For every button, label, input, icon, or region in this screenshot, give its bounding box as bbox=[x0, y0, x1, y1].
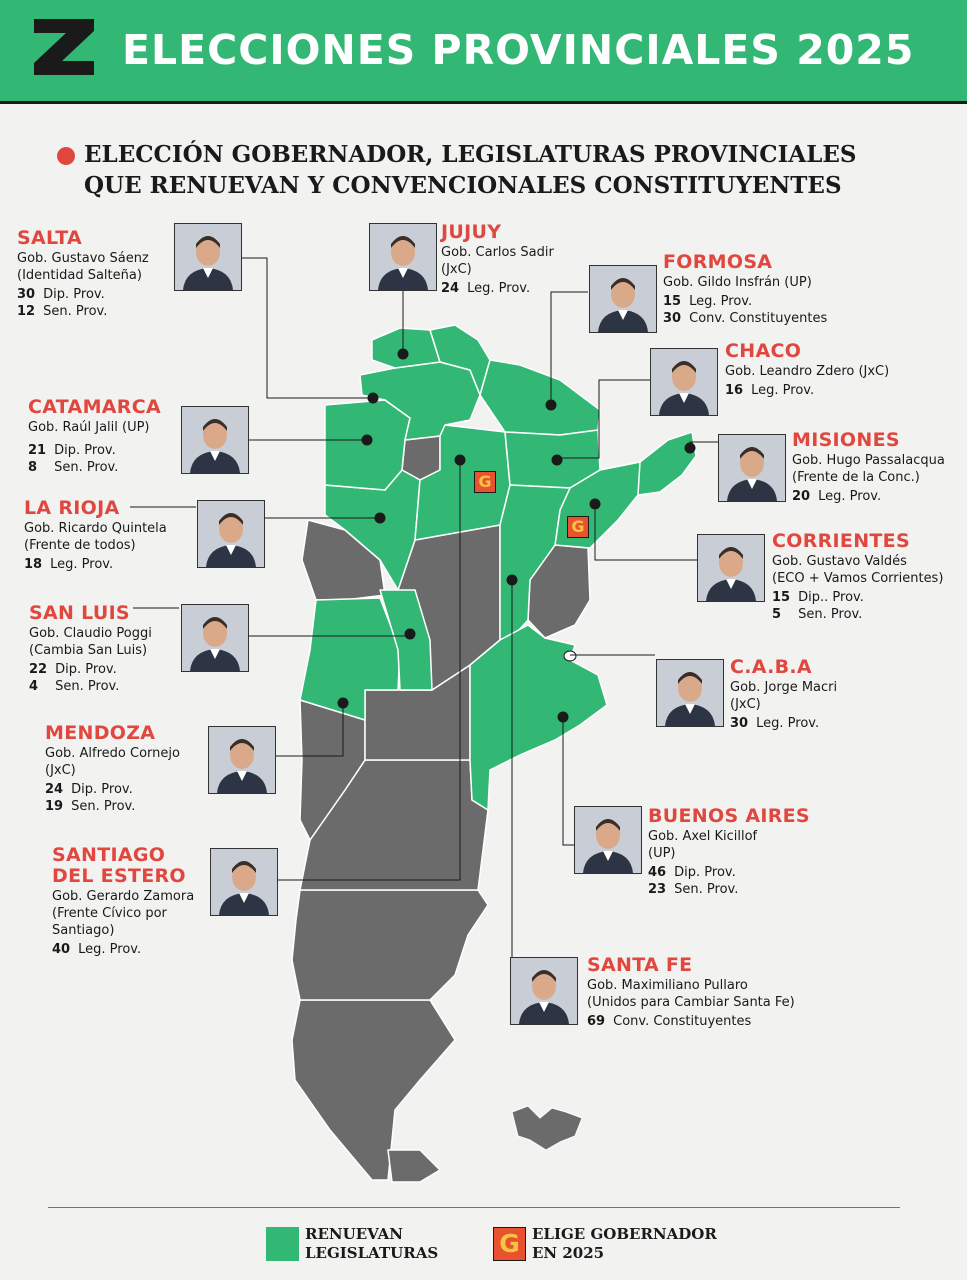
governor-photo-buenos-aires bbox=[574, 806, 642, 874]
seat-stat: 15 Leg. Prov. bbox=[663, 294, 753, 309]
party: (ECO + Vamos Corrientes) bbox=[772, 571, 944, 586]
governor-photo-formosa bbox=[589, 265, 657, 333]
province-name: CORRIENTES bbox=[772, 530, 910, 552]
seat-stat: 46 Dip. Prov. bbox=[648, 865, 736, 880]
province-name-2: DEL ESTERO bbox=[52, 865, 186, 887]
subtitle-line-2: QUE RENUEVAN Y CONVENCIONALES CONSTITUYENTES bbox=[84, 172, 842, 199]
province-card-mendoza bbox=[45, 723, 180, 815]
governor: Gob. Jorge Macri bbox=[730, 680, 838, 695]
seat-stat: 20 Leg. Prov. bbox=[792, 489, 882, 504]
party: (Identidad Salteña) bbox=[17, 268, 142, 283]
party: (Frente de todos) bbox=[24, 538, 136, 553]
seat-stat: 30 Leg. Prov. bbox=[730, 716, 820, 731]
province-card-santa-fe bbox=[587, 955, 795, 1030]
islas-malvinas bbox=[512, 1106, 582, 1150]
seat-stat: 5 Sen. Prov. bbox=[772, 607, 863, 622]
dot-jujuy bbox=[398, 349, 409, 360]
province-card-catamarca bbox=[28, 397, 161, 476]
province-jujuy bbox=[372, 328, 440, 368]
elige-gobernador-badge-corrientes: G bbox=[567, 516, 589, 538]
seat-stat: 24 Leg. Prov. bbox=[441, 281, 531, 296]
governor-photo-santiago-del-estero bbox=[210, 848, 278, 916]
governor: Gob. Gustavo Sáenz bbox=[17, 251, 149, 266]
governor: Gob. Axel Kicillof bbox=[648, 829, 758, 844]
governor: Gob. Gerardo Zamora bbox=[52, 889, 195, 904]
province-name: MENDOZA bbox=[45, 722, 156, 744]
province-card-santiago-del-estero bbox=[52, 845, 194, 958]
party: (JxC) bbox=[441, 262, 472, 277]
province-formosa bbox=[480, 360, 600, 435]
seat-stat: 24 Dip. Prov. bbox=[45, 782, 133, 797]
seat-stat: 4 Sen. Prov. bbox=[29, 679, 120, 694]
dot-santa-fe bbox=[507, 575, 518, 586]
party: (UP) bbox=[648, 846, 676, 861]
province-buenos-aires bbox=[470, 625, 607, 810]
seat-stat: 18 Leg. Prov. bbox=[24, 557, 114, 572]
province-name: CATAMARCA bbox=[28, 396, 161, 418]
governor-photo-san-luis bbox=[181, 604, 249, 672]
dot-salta bbox=[368, 393, 379, 404]
seat-stat: 19 Sen. Prov. bbox=[45, 799, 136, 814]
dot-catamarca bbox=[362, 435, 373, 446]
governor: Gob. Carlos Sadir bbox=[441, 245, 554, 260]
seat-stat: 23 Sen. Prov. bbox=[648, 882, 739, 897]
province-card-la-rioja bbox=[24, 498, 167, 573]
seat-stat: 30 Dip. Prov. bbox=[17, 287, 105, 302]
governor-photo-corrientes bbox=[697, 534, 765, 602]
governor-photo-chaco bbox=[650, 348, 718, 416]
governor-photo-catamarca bbox=[181, 406, 249, 474]
dot-mendoza bbox=[338, 698, 349, 709]
page-title: ELECCIONES PROVINCIALES 2025 bbox=[122, 26, 915, 74]
seat-stat: 30 Conv. Constituyentes bbox=[663, 311, 828, 326]
party: (Cambia San Luis) bbox=[29, 643, 148, 658]
dot-san-luis bbox=[405, 629, 416, 640]
elige-gobernador-badge-santiago: G bbox=[474, 471, 496, 493]
dot-la-rioja bbox=[375, 513, 386, 524]
dot-chaco bbox=[552, 455, 563, 466]
governor: Gob. Gustavo Valdés bbox=[772, 554, 907, 569]
governor-photo-la-rioja bbox=[197, 500, 265, 568]
footer-divider bbox=[48, 1207, 900, 1208]
governor: Gob. Gildo Insfrán (UP) bbox=[663, 275, 812, 290]
seat-stat: 22 Dip. Prov. bbox=[29, 662, 117, 677]
province-tierra-del-fuego bbox=[388, 1150, 440, 1182]
subtitle-line-1: ELECCIÓN GOBERNADOR, LEGISLATURAS PROVINCIALES bbox=[84, 141, 857, 168]
province-chubut bbox=[292, 890, 488, 1000]
governor-photo-mendoza bbox=[208, 726, 276, 794]
party: (Frente de la Conc.) bbox=[792, 470, 920, 485]
map-provinces bbox=[292, 325, 696, 1182]
province-name: SANTA FE bbox=[587, 954, 693, 976]
dot-buenos-aires bbox=[558, 712, 569, 723]
legend-label-renuevan: RENUEVAN LEGISLATURAS bbox=[305, 1225, 439, 1262]
governor: Gob. Raúl Jalil (UP) bbox=[28, 420, 150, 435]
governor-photo-jujuy bbox=[369, 223, 437, 291]
governor: Gob. Alfredo Cornejo bbox=[45, 746, 180, 761]
province-card-salta bbox=[17, 228, 149, 320]
province-name: LA RIOJA bbox=[24, 497, 120, 519]
governor-photo-caba bbox=[656, 659, 724, 727]
province-card-san-luis bbox=[29, 603, 152, 695]
party: (JxC) bbox=[730, 697, 761, 712]
legend-label-elige: ELIGE GOBERNADOR EN 2025 bbox=[532, 1225, 717, 1262]
province-name: MISIONES bbox=[792, 429, 900, 451]
governor: Gob. Ricardo Quintela bbox=[24, 521, 167, 536]
province-name: C.A.B.A bbox=[730, 656, 812, 678]
governor: Gob. Maximiliano Pullaro bbox=[587, 978, 748, 993]
dot-formosa bbox=[546, 400, 557, 411]
province-name: JUJUY bbox=[441, 221, 502, 243]
province-card-misiones bbox=[792, 430, 945, 505]
party: (JxC) bbox=[45, 763, 76, 778]
province-name: SALTA bbox=[17, 227, 83, 249]
governor: Gob. Hugo Passalacqua bbox=[792, 453, 945, 468]
seat-stat: 12 Sen. Prov. bbox=[17, 304, 108, 319]
province-card-buenos-aires bbox=[648, 806, 810, 898]
governor-photo-misiones bbox=[718, 434, 786, 502]
province-santa-cruz bbox=[292, 1000, 455, 1180]
province-name: BUENOS AIRES bbox=[648, 805, 810, 827]
seat-stat: 21 Dip. Prov. bbox=[28, 443, 116, 458]
seat-stat: 8 Sen. Prov. bbox=[28, 460, 119, 475]
seat-stat: 40 Leg. Prov. bbox=[52, 942, 142, 957]
governor: Gob. Leandro Zdero (JxC) bbox=[725, 364, 890, 379]
party-1: (Frente Cívico por bbox=[52, 906, 167, 921]
province-card-corrientes bbox=[772, 531, 943, 623]
governor: Gob. Claudio Poggi bbox=[29, 626, 152, 641]
dot-santiago bbox=[455, 455, 466, 466]
seat-stat: 69 Conv. Constituyentes bbox=[587, 1014, 752, 1029]
province-name: CHACO bbox=[725, 340, 802, 362]
legend-swatch-renuevan bbox=[266, 1227, 299, 1261]
province-name: FORMOSA bbox=[663, 251, 773, 273]
province-name-1: SANTIAGO bbox=[52, 844, 166, 866]
seat-stat: 16 Leg. Prov. bbox=[725, 383, 815, 398]
governor-photo-santa-fe bbox=[510, 957, 578, 1025]
party: (Unidos para Cambiar Santa Fe) bbox=[587, 995, 795, 1010]
governor-photo-salta bbox=[174, 223, 242, 291]
province-card-chaco bbox=[725, 341, 889, 399]
party-2: Santiago) bbox=[52, 923, 115, 938]
province-name: SAN LUIS bbox=[29, 602, 130, 624]
seat-stat: 15 Dip.. Prov. bbox=[772, 590, 864, 605]
province-card-formosa bbox=[663, 252, 827, 327]
dot-corrientes bbox=[590, 499, 601, 510]
dot-misiones bbox=[685, 443, 696, 454]
province-card-caba bbox=[730, 657, 837, 732]
legend-badge-elige: G bbox=[493, 1227, 526, 1261]
province-card-jujuy bbox=[441, 222, 554, 297]
province-caba bbox=[564, 651, 576, 661]
